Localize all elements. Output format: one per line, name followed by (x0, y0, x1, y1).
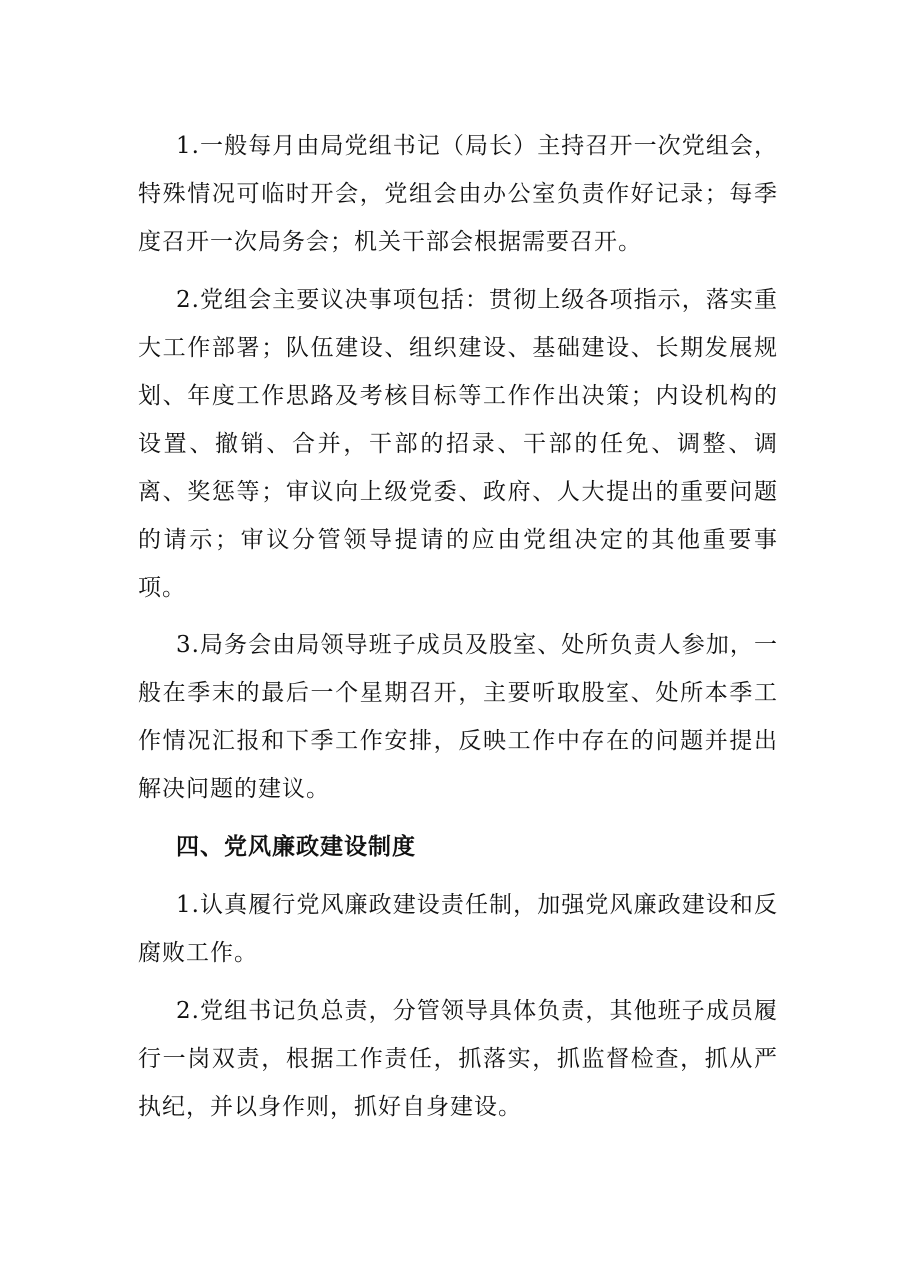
section-heading: 四、党风廉政建设制度 (176, 833, 416, 860)
section-paragraph-1: 1.认真履行党风廉政建设责任制，加强党风廉政建设和反腐败工作。 (138, 892, 778, 966)
paragraph-2: 2.党组会主要议决事项包括：贯彻上级各项指示，落实重大工作部署；队伍建设、组织建设、基础建设、长期发展规划、年度工作思路及考核目标等工作作出决策；内设机构的设置、撤销、合并，干部的招录、干部的任免、调整、调离、奖惩等；审议向上级党委、政府、人大提出的重要问题的请示；审议分管领导提请的应由党组决定的其他重要事项。 (138, 287, 778, 601)
paragraph-3: 3.局务会由局领导班子成员及股室、处所负责人参加，一般在季末的最后一个星期召开，主要听取股室、处所本季工作情况汇报和下季工作安排，反映工作中存在的问题并提出解决问题的建议。 (138, 632, 778, 802)
paragraph-1: 1.一般每月由局党组书记（局长）主持召开一次党组会，特殊情况可临时开会，党组会由办公室负责作好记录；每季度召开一次局务会；机关干部会根据需要召开。 (138, 133, 778, 255)
section-paragraph-2: 2.党组书记负总责，分管领导具体负责，其他班子成员履行一岗双责，根据工作责任，抓落实，抓监督检查，抓从严执纪，并以身作则，抓好自身建设。 (138, 998, 778, 1120)
